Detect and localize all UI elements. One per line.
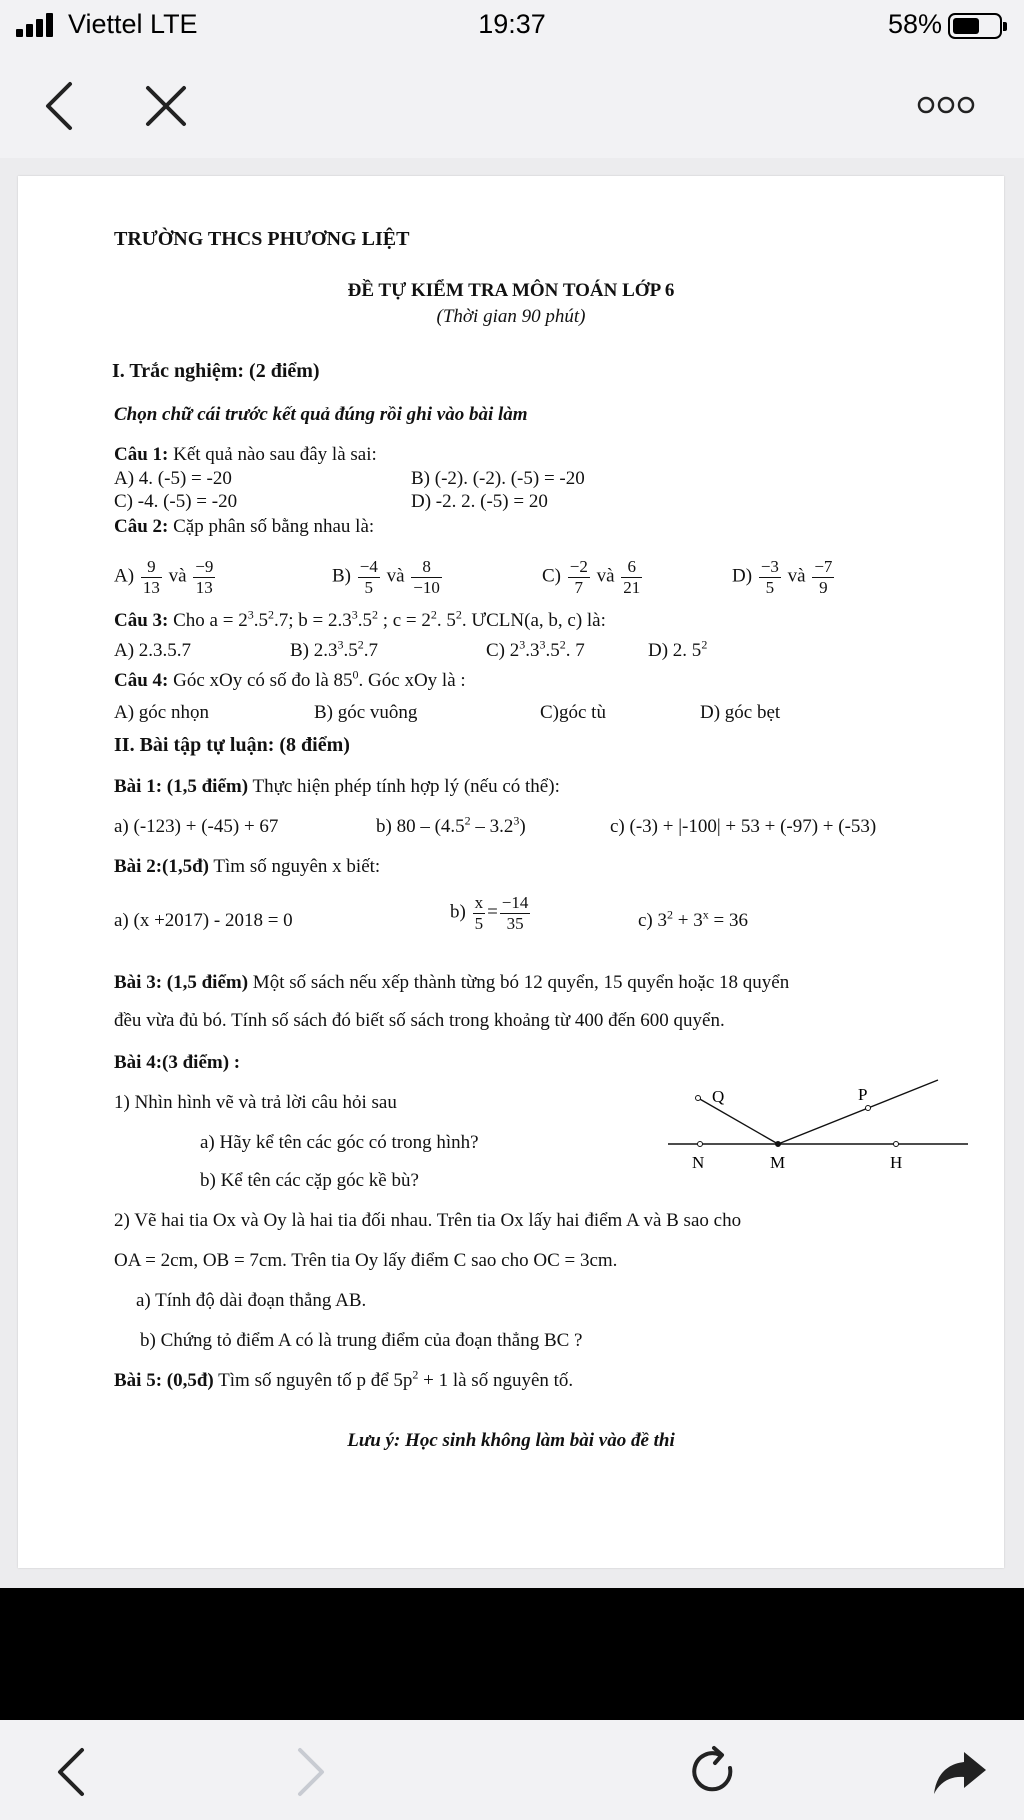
q2-option-c: C) $\frac{-2}{7}$ và $\frac{6}{21}$ [542,557,641,597]
share-arrow-icon[interactable] [930,1742,990,1802]
exercise-4-part-1b: b) Kể tên các cặp góc kề bù? [200,1170,419,1191]
point-P [866,1106,871,1111]
q3-option-d: D) 2. $5^2$ [648,637,708,661]
exercise-3-line-2: đều vừa đủ bó. Tính số sách đó biết số sách trong khoảng từ 400 đến 600 quyển. [114,1010,725,1031]
battery-fill [953,18,979,34]
exercise-4: Bài 4:(3 điểm) : [114,1052,241,1073]
battery-percent: 58% [887,9,942,39]
q3-option-c: C) $2^3.3^3.5^2$. 7 [486,637,585,661]
exercise-2c: c) $3^2 + 3^x = 36$ [638,907,748,931]
exercise-1c: c) (-3) + |-100| + 53 + (-97) + (-53) [610,816,877,837]
school-name: TRƯỜNG THCS PHƯƠNG LIỆT [114,228,410,250]
document-page [18,176,1004,1568]
exercise-4-part-1a: a) Hãy kể tên các góc có trong hình? [200,1132,479,1153]
exercise-1: Bài 1: (1,5 điểm) Thực hiện phép tính hợp lý (nếu có thể): [114,776,560,797]
chevron-left-icon[interactable] [44,1742,104,1802]
chevron-left-icon[interactable] [40,80,80,132]
exercise-1b: b) $80 - (4.5^2 - 3.2^3)$ [376,813,526,837]
point-Q [696,1096,701,1101]
label-P: P [858,1085,868,1104]
exam-duration: (Thời gian 90 phút) [436,306,586,327]
question-3: Câu 3: Cho $a = 2^3.5^2.7$; $b = 2.3^3.5^2$ ; $c = 2^2$. $5^2$. ƯCLN(a, b, c) là: [114,607,606,631]
q1-option-a: A) 4. (-5) = -20 [114,468,232,489]
q4-option-b: B) góc vuông [314,702,418,723]
exam-title: ĐỀ TỰ KIỂM TRA MÔN TOÁN LỚP 6 [347,280,675,301]
label-Q: Q [712,1087,725,1106]
point-M [776,1142,781,1147]
point-H [894,1142,899,1147]
question-1: Câu 1: Kết quả nào sau đây là sai: [114,444,377,465]
status-bar [0,0,1024,52]
bottom-toolbar [0,1720,1024,1820]
carrier-label: Viettel LTE [68,9,198,39]
exercise-4-part-2b: b) Chứng tỏ điểm A có là trung điểm của đoạn thẳng BC ? [140,1330,583,1351]
label-N: N [692,1153,705,1172]
footer-note: Lưu ý: Học sinh không làm bài vào đề thi [347,1430,675,1451]
q1-option-c: C) -4. (-5) = -20 [114,491,238,512]
exercise-1a: a) (-123) + (-45) + 67 [114,816,279,837]
exercise-4-part-2-line-1: 2) Vẽ hai tia Ox và Oy là hai tia đối nhau. Trên tia Ox lấy hai điểm A và B sao cho [114,1210,742,1231]
q1-option-d: D) -2. 2. (-5) = 20 [411,491,548,512]
exercise-3-line-1: Bài 3: (1,5 điểm) Một số sách nếu xếp thành từng bó 12 quyển, 15 quyển hoặc 18 quyển [114,972,790,993]
section-2-heading: II. Bài tập tự luận: (8 điểm) [114,734,350,756]
geometry-figure [668,1078,968,1182]
exercise-4-part-2a: a) Tính độ dài đoạn thẳng AB. [136,1290,367,1311]
document-viewer[interactable] [0,158,1024,1588]
chevron-right-icon[interactable] [278,1742,338,1802]
exercise-2b: b) $\frac{x}{5}$ = $\frac{-14}{35}$ [450,893,529,933]
q2-option-d: D) $\frac{-3}{5}$ và $\frac{-7}{9}$ [732,557,833,597]
label-M: M [770,1153,786,1172]
ray-MQ [698,1098,778,1144]
question-2: Câu 2: Cặp phân số bằng nhau là: [114,516,375,537]
exercise-4-part-1: 1) Nhìn hình vẽ và trả lời câu hỏi sau [114,1092,397,1113]
question-4: Câu 4: Góc xOy có số đo là $85^0$. Góc xOy là : [114,667,466,691]
battery-icon [948,13,1002,39]
q4-option-d: D) góc bẹt [700,702,781,723]
exercise-2: Bài 2:(1,5đ) Tìm số nguyên x biết: [114,856,381,877]
blank-area [0,1588,1024,1720]
reload-icon[interactable] [684,1742,744,1802]
exercise-5: Bài 5: (0,5đ) Tìm số nguyên tố p để $5p^2 + 1$ là số nguyên tố. [114,1367,574,1391]
point-N [698,1142,703,1147]
more-dots-icon[interactable] [916,94,976,116]
exercise-2a: a) (x +2017) - 2018 = 0 [114,910,293,931]
label-H: H [890,1153,903,1172]
q2-option-a: A) $\frac{9}{13}$ và $\frac{-9}{13}$ [114,557,214,597]
section-1-heading: I. Trắc nghiệm: (2 điểm) [112,360,320,382]
q4-option-a: A) góc nhọn [114,702,209,723]
q4-option-c: C)góc tù [540,702,606,723]
close-icon[interactable] [142,82,190,130]
q3-option-b: B) $2.3^3.5^2.7$ [290,637,378,661]
nav-bar [0,52,1024,158]
instruction: Chọn chữ cái trước kết quả đúng rồi ghi vào bài làm [114,404,528,425]
exercise-4-part-2-line-2: OA = 2cm, OB = 7cm. Trên tia Oy lấy điểm C sao cho OC = 3cm. [114,1250,618,1271]
status-time: 19:37 [478,9,546,39]
q3-option-a: A) 2.3.5.7 [114,640,192,661]
q1-option-b: B) (-2). (-2). (-5) = -20 [411,468,585,489]
q2-option-b: B) $\frac{-4}{5}$ và $\frac{8}{-10}$ [332,557,440,597]
